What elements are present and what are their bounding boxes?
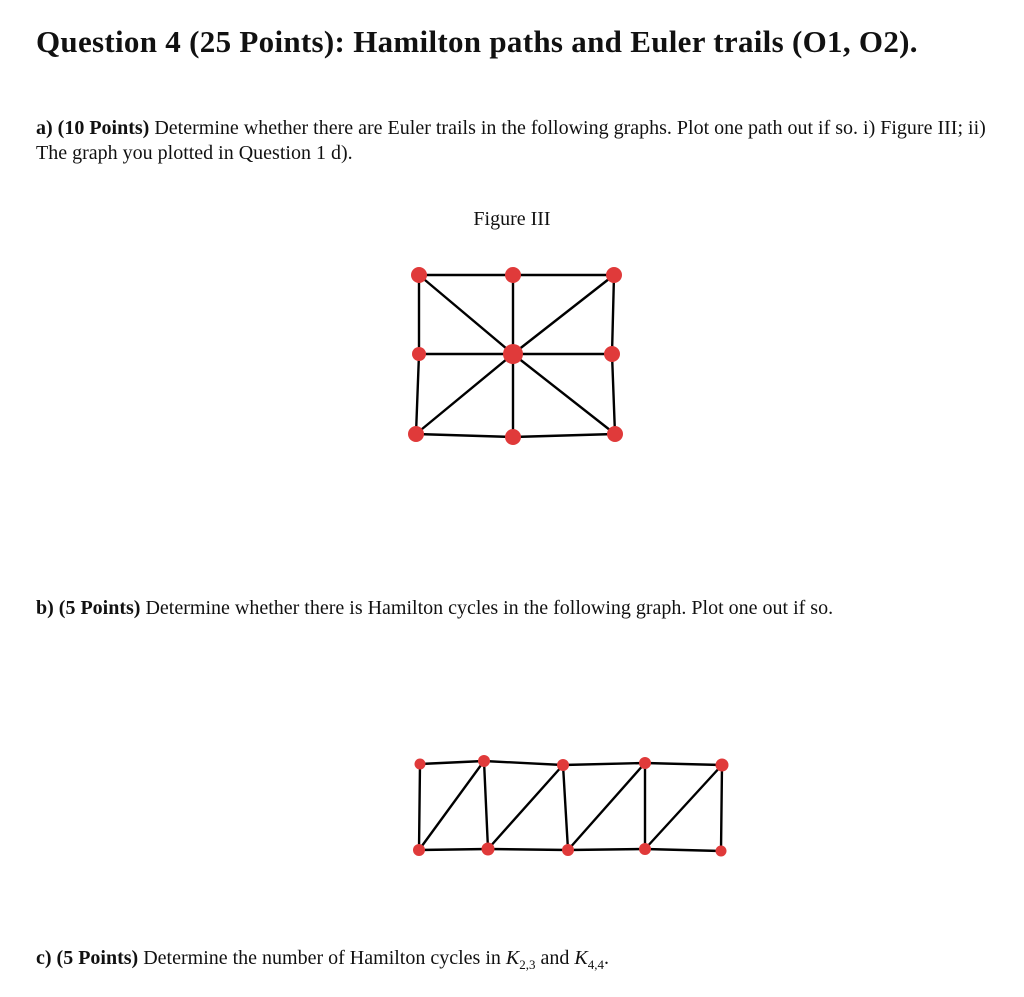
vertex — [606, 267, 622, 283]
edge — [645, 849, 721, 851]
k-2-3-symbol: K — [505, 947, 520, 969]
edge — [563, 763, 645, 765]
vertex — [413, 844, 425, 856]
vertex — [478, 755, 490, 767]
edge — [513, 354, 615, 434]
vertex — [411, 267, 427, 283]
part-b-paragraph — [36, 596, 996, 621]
part-b-points: (5 Points) — [58, 597, 141, 619]
vertex — [639, 843, 651, 855]
part-b-text: Determine whether there is Hamilton cycles in the following graph. Plot one out if so. — [140, 597, 834, 619]
vertex — [716, 846, 727, 857]
vertex — [503, 344, 523, 364]
vertex — [505, 267, 521, 283]
edge — [568, 849, 645, 850]
part-b-label: b) — [36, 597, 54, 619]
part-c-label: c) — [36, 947, 52, 969]
k-4-4-symbol: K — [574, 947, 588, 969]
edge — [416, 354, 419, 434]
part-c-end: . — [603, 947, 609, 969]
hamilton-ladder-graph — [413, 755, 729, 857]
edge — [568, 763, 645, 850]
edge — [612, 354, 615, 434]
edge — [416, 354, 513, 434]
vertex — [604, 346, 620, 362]
edge — [419, 761, 484, 850]
vertex — [415, 759, 426, 770]
edge — [513, 434, 615, 437]
k-2-3-subscript: 2,3 — [519, 957, 536, 972]
edge — [419, 764, 420, 850]
part-a-label: a) — [36, 117, 53, 139]
part-a-points: (10 Points) — [57, 117, 150, 139]
vertex — [408, 426, 424, 442]
edge — [419, 275, 513, 354]
edge — [416, 434, 513, 437]
edge — [419, 849, 488, 850]
edge — [612, 275, 614, 354]
vertex — [557, 759, 569, 771]
vertex — [482, 843, 495, 856]
vertex — [505, 429, 521, 445]
edge — [420, 761, 484, 764]
edge — [645, 763, 722, 765]
edge — [721, 765, 722, 851]
edge — [484, 761, 488, 849]
edge — [513, 275, 614, 354]
k-4-4-subscript: 4,4 — [587, 957, 604, 972]
part-c-points: (5 Points) — [56, 947, 139, 969]
part-a-text: Determine whether there are Euler trails in the following graphs. Plot one path out if so. i) Figure III; ii) The graph you plotted in Question 1 d). — [36, 117, 986, 164]
vertex — [562, 844, 574, 856]
vertex — [716, 759, 729, 772]
vertex — [639, 757, 651, 769]
vertex — [412, 347, 426, 361]
part-c-text: Determine the number of Hamilton cycles in — [138, 947, 506, 969]
vertex — [607, 426, 623, 442]
edge — [563, 765, 568, 850]
edge — [484, 761, 563, 765]
figure-iii-graph — [408, 267, 623, 445]
edge — [488, 765, 563, 849]
edge — [645, 765, 722, 849]
question-title: Question 4 (25 Points): Hamilton paths and Euler trails (O1, O2). — [36, 24, 918, 59]
part-c-and: and — [535, 947, 575, 969]
part-c-paragraph — [36, 946, 996, 977]
figure-iii-caption: Figure III — [473, 208, 551, 230]
edge — [488, 849, 568, 850]
